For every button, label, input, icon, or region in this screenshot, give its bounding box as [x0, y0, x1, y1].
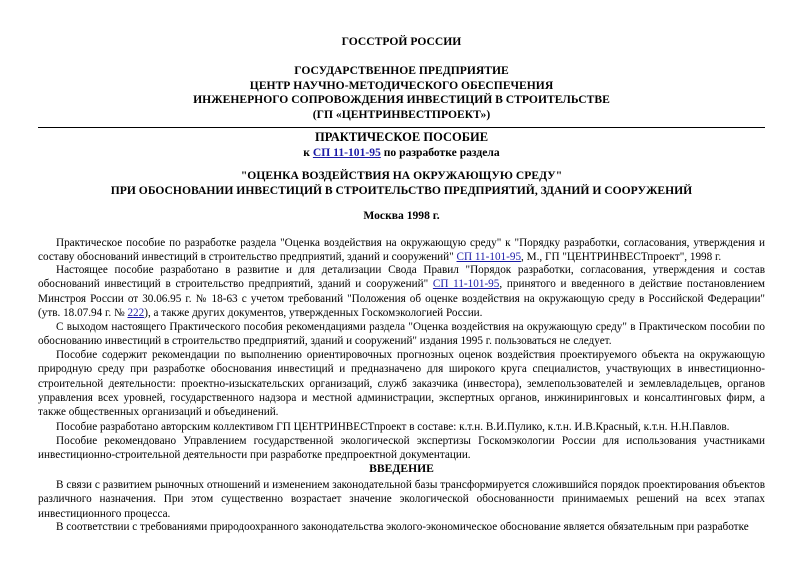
subtitle-prefix: к — [303, 146, 310, 159]
org-block — [38, 64, 765, 123]
p1-sp-link[interactable]: СП 11-101-95 — [456, 251, 522, 264]
paragraph-1 — [38, 236, 765, 265]
p2-text-c: ), а также других документов, утвержденных Госкомэкологией России. — [144, 306, 483, 319]
intro-paragraph-2: В соответствии с требованиями природоохранного законодательства эколого-экономическое обоснование является обязательным при разработке — [56, 521, 749, 533]
topic-line-1: "ОЦЕНКА ВОЗДЕЙСТВИЯ НА ОКРУЖАЮЩУЮ СРЕДУ" — [240, 169, 563, 182]
org-line: ГОСУДАРСТВЕННОЕ ПРЕДПРИЯТИЕ — [294, 64, 509, 77]
p2-sp-link[interactable]: СП 11-101-95 — [432, 278, 500, 291]
org-line: ЦЕНТР НАУЧНО-МЕТОДИЧЕСКОГО ОБЕСПЕЧЕНИЯ — [249, 78, 554, 92]
city-year: Москва 1998 г. — [363, 209, 440, 222]
doc-title: ПРАКТИЧЕСКОЕ ПОСОБИЕ — [314, 130, 489, 144]
org-line: ИНЖЕНЕРНОГО СОПРОВОЖДЕНИЯ ИНВЕСТИЦИЙ В СТРОИТЕЛЬСТВЕ — [193, 93, 610, 107]
paragraph-4: Пособие содержит рекомендации по выполнению ориентировочных прогнозных оценок воздействия проектируемого объекта на окружающую природную среду при разработке обоснования инвестиций и предназначено для широкого круга специалистов, участвующих в инвестиционно-строительной деятельности: проектно-изыскательских организаций, служб заказчика (инвестора), землепользователей и землевладельцев, органов управления всех уровней, государственного надзора и местной администрации, экспертных органов, инжиниринговых и консалтинговых фирм, а также общественных организаций и объединений. — [38, 349, 765, 419]
topic-line-2: ПРИ ОБОСНОВАНИИ ИНВЕСТИЦИЙ В СТРОИТЕЛЬСТВО ПРЕДПРИЯТИЙ, ЗДАНИЙ И СООРУЖЕНИЙ — [110, 184, 693, 197]
p2-text-b: , принятого и введенного в действие постановлением Минстроя России от 30.06.95 г. № 18-63 с учетом требований "Положения об оценке воздействия на окружающую среду в Российской Федерации" (утв. 18.07.94 г. № — [38, 278, 766, 319]
sp-link[interactable]: СП 11-101-95 — [312, 146, 381, 159]
paragraph-2 — [38, 263, 765, 320]
org-line: (ГП «ЦЕНТРИНВЕСТПРОЕКТ») — [312, 108, 491, 122]
p1-text-a: Практическое пособие по разработке раздела "Оценка воздействия на окружающую среду" к "Порядку разработки, согласования, утверждения и составу обоснований инвестиций в строительство предприятий, зданий и сооружений" — [38, 237, 765, 264]
org-top: ГОССТРОЙ РОССИИ — [341, 35, 462, 48]
p2-text-a: Настоящее пособие разработано в развитие и для детализации Свода Правил "Порядок разработки, согласования, утверждения и состав обоснований инвестиций в строительство предприятий, зданий и сооружений" — [38, 264, 765, 291]
doc-subtitle — [38, 146, 765, 161]
header-divider — [38, 127, 765, 128]
intro-paragraph-1: В связи с развитием рыночных отношений и изменением законодательной базы трансформируется сложившийся порядок проектирования объектов различного назначения. При этом существенно возрастает значение экологической обоснованности принимаемых решений на всех этапах инвестиционного процесса. — [38, 479, 765, 520]
paragraph-3: С выходом настоящего Практического пособия рекомендациями раздела "Оценка воздействия на окружающую среду" в Практическом пособии по обоснованию инвестиций в строительство предприятий, зданий и сооружений" издания 1995 г. пользоваться не следует. — [38, 321, 765, 348]
paragraph-5: Пособие разработано авторским коллективом ГП ЦЕНТРИНВЕСТпроект в составе: к.т.н. В.И.Пулико, к.т.н. И.В.Красный, к.т.н. Н.Н.Павлов. — [56, 421, 730, 433]
paragraph-6: Пособие рекомендовано Управлением государственной экологической экспертизы Госкомэкологии России для использования участниками инвестиционно-строительной деятельности при разработке предпроектной документации. — [38, 435, 765, 462]
p1-text-b: , М., ГП "ЦЕНТРИНВЕСТпроект", 1998 г. — [521, 251, 722, 264]
subtitle-suffix: по разработке раздела — [383, 146, 500, 159]
p2-law-link[interactable]: 222 — [127, 306, 145, 319]
intro-heading: ВВЕДЕНИЕ — [369, 462, 434, 475]
